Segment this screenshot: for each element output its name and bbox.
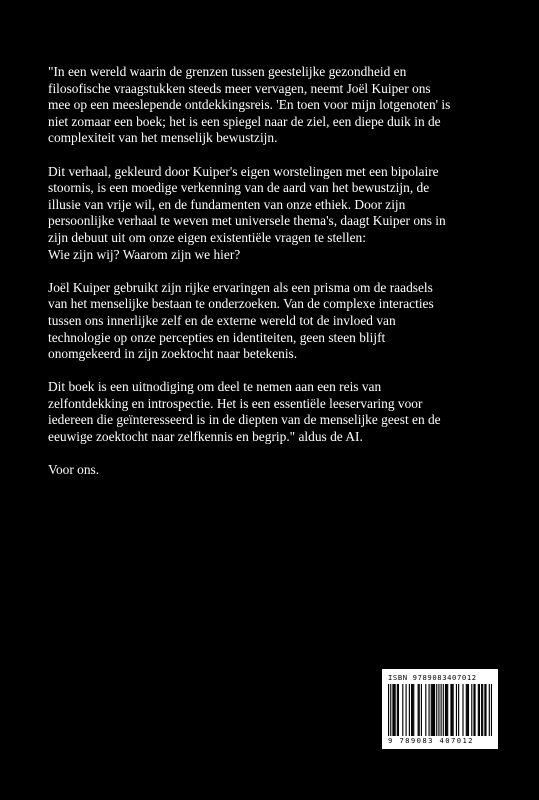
line: Dit verhaal, gekleurd door Kuiper's eigen worstelingen met een bipolaire [48,163,439,179]
line: illusie van vrije wil, en de fundamenten van onze ethiek. Door zijn [48,196,406,212]
line: complexiteit van het menselijk bewustzijn. [48,130,278,146]
barcode-bar [446,684,447,736]
blurb-text [48,64,508,495]
barcode-bar [425,684,426,736]
barcode-bar [429,684,430,736]
barcode-bar [397,684,398,736]
barcode-bar [462,684,463,736]
line: zijn debuut uit om onze eigen existentiële vragen te stellen: [48,229,366,245]
barcode-bar [453,684,454,736]
barcode-bar [419,684,420,736]
barcode-bar [491,684,492,736]
barcode-bar [471,684,472,736]
line: tussen ons innerlijke zelf en de externe wereld tot de invloed van [48,312,396,328]
line: van het menselijke bestaan te onderzoeken. Van de complexe interacties [48,296,434,312]
barcode-bar [398,684,399,736]
line: iedereen die geïnteresseerd is in de diepten van de menselijke geest en de [48,412,441,428]
barcode-bar [456,684,457,736]
barcode-bar [481,684,482,736]
barcode-bar [484,684,485,736]
line: Dit boek is een uitnodiging om deel te nemen aan een reis van [48,379,382,395]
line: "In een wereld waarin de grenzen tussen geestelijke gezondheid en [48,64,407,79]
barcode-bars [388,684,492,736]
isbn-label: ISBN 9789083407012 [388,673,477,682]
line: technologie op onze percepties en identiteiten, geen steen blijft [48,329,386,345]
line: Joël Kuiper gebruikt zijn rijke ervaringen als een prisma om de raadsels [48,279,433,295]
barcode-bar [489,684,490,736]
barcode-bar [418,684,419,736]
isbn-barcode [382,669,498,749]
barcode-bar [395,684,396,736]
barcode-bar [443,684,444,736]
line: Wie zijn wij? Waarom zijn we hier? [48,246,241,262]
line: eeuwige zoektocht naar zelfkennis en begrip." aldus de AI. [48,429,363,445]
barcode-bar [433,684,434,736]
barcode-bar [458,684,459,736]
barcode-bar [438,684,439,736]
barcode-bar [482,684,483,736]
barcode-bar [432,684,433,736]
barcode-bar [478,684,479,736]
barcode-bar [436,684,437,736]
barcode-bar [421,684,422,736]
line: Voor ons. [48,462,100,478]
barcode-bar [390,684,391,736]
barcode-bar [412,684,413,736]
barcode-bar [473,684,474,736]
barcode-bar [468,684,469,736]
line: filosofische vraagstukken steeds meer vervagen, neemt Joël Kuiper ons [48,80,431,96]
barcode-bar [431,684,432,736]
barcode-bar [445,684,446,736]
paragraph-2 [48,164,508,264]
paragraph-3 [48,280,508,363]
paragraph-4 [48,379,508,445]
barcode-bar [406,684,407,736]
barcode-bar [451,684,452,736]
barcode-bar [411,684,412,736]
isbn-digits: 9 789083 407012 [388,736,474,745]
barcode-bar [485,684,486,736]
barcode-bar [402,684,403,736]
barcode-bar [479,684,480,736]
barcode-bar [474,684,475,736]
line: persoonlijke verhaal te weven met universele thema's, daagt Kuiper ons in [48,213,446,229]
barcode-bar [466,684,467,736]
barcode-bar [413,684,414,736]
barcode-bar [388,684,389,736]
barcode-bar [434,684,435,736]
line: onomgekeerd in zijn zoektocht naar betekenis. [48,346,298,362]
line: zelfontdekking en introspectie. Het is een essentiële leeservaring voor [48,395,423,411]
barcode-bar [392,684,393,736]
barcode-bar [409,684,410,736]
line: niet zomaar een boek; het is een spiegel naar de ziel, een diepe duik in de [48,113,441,129]
line: mee op een meeslepende ontdekkingsreis. 'En toen voor mijn lotgenoten' is [48,97,451,113]
barcode-bar [393,684,394,736]
line: stoornis, is een moedige verkenning van de aard van het bewustzijn, de [48,180,430,196]
barcode-bar [467,684,468,736]
barcode-bar [447,684,448,736]
paragraph-1 [48,64,508,147]
barcode-bar [450,684,451,736]
barcode-bar [441,684,442,736]
paragraph-5 [48,462,508,479]
